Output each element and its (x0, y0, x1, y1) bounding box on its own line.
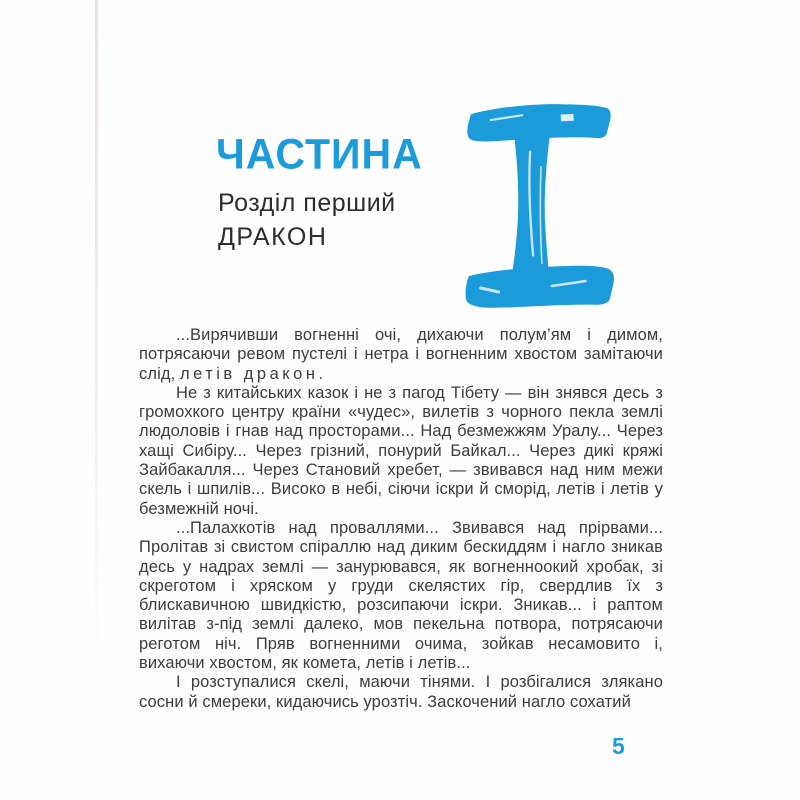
paragraph: Не з китайських казок і не з пагод Тібету — він знявся десь з громохкого центру країни «чудес», вилетів з чорного пекла землі людоловів і гнав над просторами... Над безмежжям Уралу... Через хащі Сибіру... Через грізний, понурий Байкал... Через дикі кряжі Зайбакалля... Через Становий хребет, — звивався над ним межи скель і шпилів... Високо в небі, сіючи іскри й сморід, летів і летів у безмежній ночі. (139, 383, 663, 518)
paragraph-text: ...Вирячивши вогненні очі, дихаючи полум’ям і димом, потрясаючи ревом пустелі і нетра і вогненним хвостом замітаючи слід, (139, 326, 663, 383)
paragraph: ...Палахкотів над проваллями... Звивався над прірвами... Пролітав зі свистом спіраллю над диким бескиддям і нагло зникав десь у надрах землі — занурювався, як вогненноокий хробак, зі скреготом і хряском у груди скелястих гір, свердлив їх з блискавичною швидкістю, розсипаючи іскри. Зникав... і раптом вилітав з-під землі далеко, мов пекельна потвора, потрясаючи реготом ніч. Пряв вогненними очима, зойкав несамовито і, вихаючи хвостом, як комета, летів і летів... (139, 518, 663, 673)
chapter-subtitle: Розділ перший (218, 189, 396, 217)
chapter-title: ДРАКОН (218, 223, 328, 251)
paragraph: І розступалися скелі, маючи тінями. І розбігалися злякано сосни й смереки, кидаючись урозтіч. Заскочений нагло сохатий (139, 673, 663, 711)
paragraph (139, 326, 663, 384)
paragraph-text: . (318, 364, 324, 383)
emphasized-phrase: летів дракон (179, 364, 319, 383)
part-numeral-I-marker-icon (461, 95, 619, 321)
page-edge-artifact (95, 0, 98, 700)
body-text-column (139, 326, 663, 712)
page-number: 5 (612, 733, 625, 759)
part-heading: ЧАСТИНА (216, 129, 423, 178)
